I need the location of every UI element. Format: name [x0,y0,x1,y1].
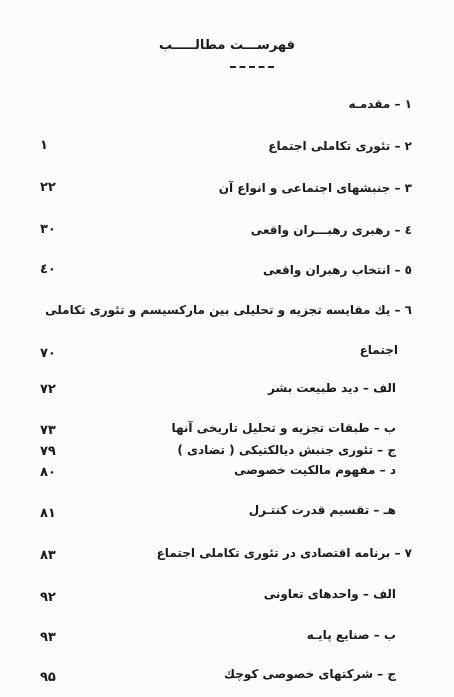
toc-page-number: ۱ [40,138,48,153]
toc-subentry-human-nature: الف – دید طبیعت بشر [268,381,396,395]
toc-subentry-control-division: هـ – تقسیم قدرت کنتـرل [248,503,396,517]
toc-entry-evolutionary-theory: ۲ – تئوری تکاملی اجتماع [268,139,412,153]
toc-subentry-cooperative-units: الف – واحدهای تعاونی [263,587,396,601]
toc-page-number: ۹۲ [40,590,56,605]
toc-subentry-dialectics: ج – تئوری جنبش دیالکتیکی ( تضادی ) [177,443,396,457]
title-underline [230,66,274,68]
toc-page-number: ۳۰ [40,222,56,237]
toc-page-number: ۷۹ [40,444,56,459]
toc-subentry-classes: ب – طبقات تجزیه و تحلیل تاریخی آنها [171,421,396,435]
toc-entry-choosing-leaders: ٥ – انتخاب رهبران واقعی [262,263,412,277]
toc-page-number: ۲۲ [40,180,56,195]
toc-subentry-private-property: د – مفهوم مالکیت خصوصی [234,463,396,477]
toc-page-number: ٤۰ [40,262,56,277]
toc-subentry-basic-industries: ب – صنایع پایـه [306,628,396,642]
toc-entry-comparative-analysis-cont: اجتماع [359,343,398,357]
toc-entry-introduction: ۱ – مقدمـه [348,97,412,111]
toc-entry-social-movements: ۳ – جنبشهای اجتماعی و انواع آن [218,181,412,195]
toc-page-number: ۷۳ [40,423,56,438]
toc-entry-economic-program: ۷ – برنامه اقتصادی در تئوری تکاملی اجتماع [156,546,412,560]
toc-subentry-small-private-companies: ج – شرکتهای خصوصی کوچك [224,667,396,681]
toc-page-number: ۹۵ [40,670,56,685]
toc-page-number: ۸۰ [40,465,56,480]
toc-entry-comparative-analysis: ٦ – یك مقایسه تجزیه و تحلیلی بین مارکسیسم و تئوری تکاملی [45,303,412,317]
toc-title: فهرســـت مطالـــــب [158,38,296,53]
toc-page-number: ۹۳ [40,630,56,645]
toc-entry-real-leadership: ٤ – رهبری رهبـــران واقعی [250,223,412,237]
toc-page-number: ۷۰ [40,346,56,361]
toc-page-number: ۷۲ [40,382,56,397]
toc-page-number: ۸۱ [40,506,56,521]
toc-page-number: ۸۳ [40,548,56,563]
